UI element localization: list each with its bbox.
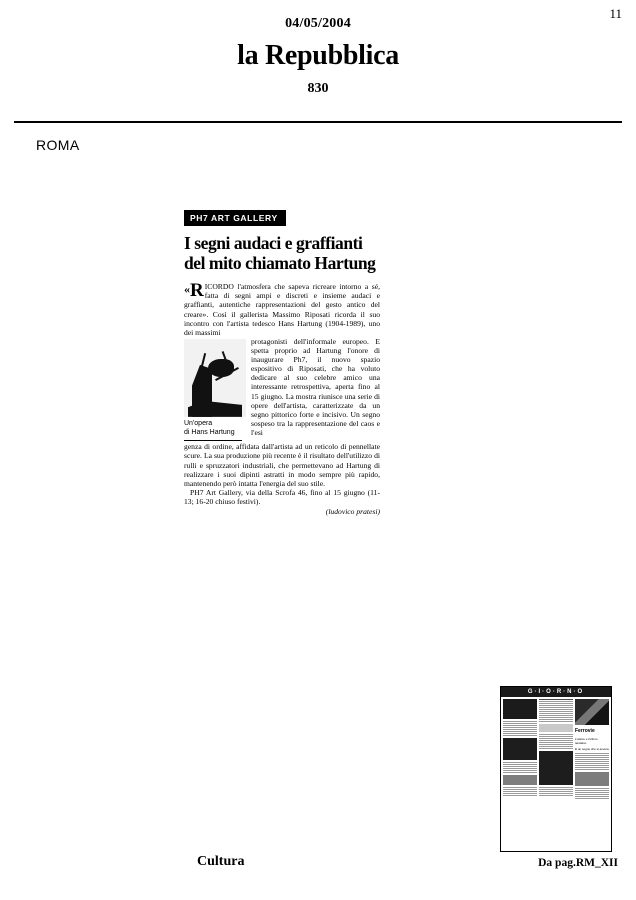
thumbnail-block-mid-2: [575, 772, 609, 786]
masthead: [0, 16, 636, 97]
article-kicker: PH7 ART GALLERY: [184, 210, 286, 226]
thumbnail-column-1: [503, 699, 537, 845]
footer-section: Cultura: [197, 854, 245, 869]
drop-cap: R: [190, 280, 204, 302]
article-info: PH7 Art Gallery, via della Scrofa 46, fino al 15 giugno (11-13; 16-20 chiuso festivi).: [184, 487, 380, 506]
thumbnail-photo-2: [575, 699, 609, 725]
paper-name: la Repubblica: [237, 40, 399, 71]
article-paragraph-3: genza di ordine, affidata dall'artista ad un reticolo di pennellate scure. La sua produzione più recente è il risultato dell'utilizzo di rulli e spruzzatori industriali, che permettevano ad Hartung di realizzare i suoi dipinti astratti in modo sempre più rapido, mantenendo però intatta l'energia del suo stile.: [184, 442, 380, 488]
thumbnail-headline: Ferrovie: [575, 728, 595, 734]
headline-line-1: I segni audaci e graffianti: [184, 233, 363, 253]
headline-line-2: del mito chiamato Hartung: [184, 252, 376, 273]
page-thumbnail: [500, 686, 612, 852]
artwork-image: [184, 339, 246, 417]
open-quote: «: [184, 282, 190, 297]
issue-number: 830: [307, 81, 329, 96]
article-paragraph-lead: ICORDO l'atmosfera che sapeva ricreare intorno a sé, fatta di segni ampi e discreti e insieme audaci e graffianti, autentiche rappresentazioni del gesto antico del creare». Così il gallerista Massimo Riposati ricorda il suo incontro con l'artista tedesco Hans Hartung (1904-1989), uno dei massimi: [184, 282, 380, 337]
thumbnail-column-3: [575, 699, 609, 845]
thumbnail-block-dark-2: [539, 751, 573, 785]
thumbnail-column-2: [539, 699, 573, 845]
issue-date: 04/05/2004: [285, 16, 351, 31]
article-headline: [184, 234, 380, 273]
thumbnail-sub-1: L'attore e l'ultimo tentativo: [575, 737, 598, 745]
thumbnail-block-1: [539, 724, 573, 732]
caption-line-2: di Hans Hartung: [184, 428, 235, 436]
page-number: 11: [609, 6, 622, 21]
article-body: [184, 282, 380, 516]
footer-reference: Da pag.RM_XII: [538, 857, 618, 869]
article-byline: (ludovico pratesi): [325, 507, 380, 517]
thumbnail-photo-1: [503, 699, 537, 719]
figure-caption: [184, 420, 242, 442]
caption-line-1: Un'opera: [184, 419, 213, 427]
thumbnail-sub-2: E un sogno che si avvera: [575, 747, 609, 751]
thumbnail-block-mid-1: [503, 775, 537, 785]
article-figure: [184, 339, 246, 442]
section-label: ROMA: [36, 137, 80, 153]
header-divider: [14, 121, 622, 123]
article-clipping: [184, 208, 380, 516]
thumbnail-block-dark-1: [503, 738, 537, 760]
thumbnail-columns: [501, 697, 611, 847]
article-paragraph-2: protagonisti dell'informale europeo. E spetta proprio ad Hartung l'onore di inaugurare Ph7, il nuovo spazio espositivo di Riposati, che ha voluto dedicare al suo celebre amico una interessante retrospettiva, aperta fino al 15 giugno. La mostra riunisce una serie di opere dell'artista, caratterizzate da un segno pittorico forte e incisivo. Un segno sospeso tra la rappresentazione del caos e l'esi: [251, 336, 380, 437]
thumbnail-masthead: G·I·O·R·N·O: [501, 687, 611, 697]
